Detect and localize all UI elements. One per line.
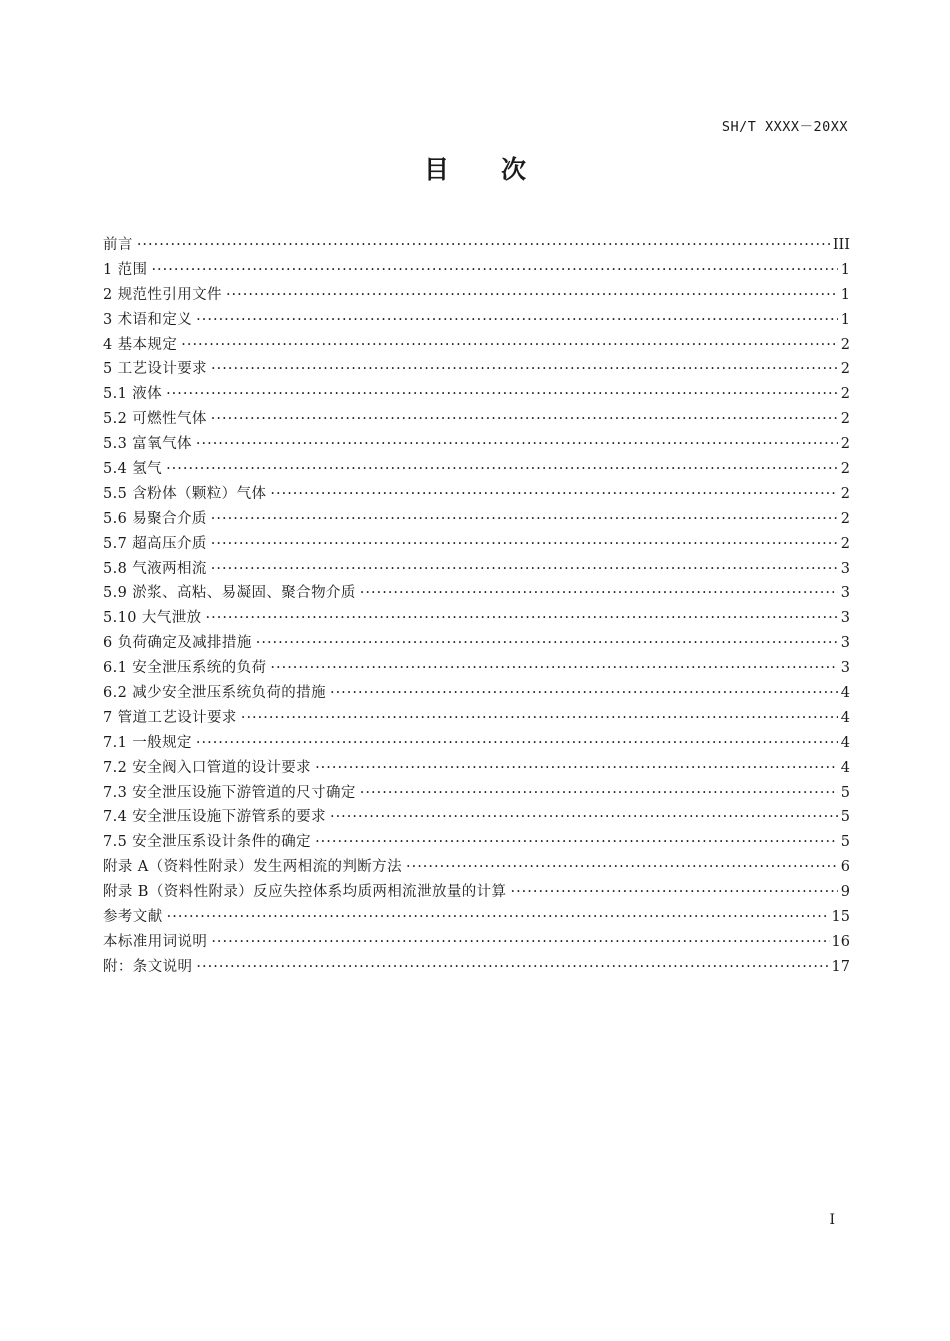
toc-dot-leader	[270, 656, 838, 681]
toc-entry[interactable]	[103, 308, 850, 333]
toc-entry-page: 1	[840, 286, 850, 303]
toc-entry-label: 5.1 液体	[103, 386, 163, 403]
toc-entry[interactable]	[103, 382, 850, 407]
toc-entry-label: 5 工艺设计要求	[103, 361, 208, 378]
toc-entry[interactable]	[103, 407, 850, 432]
toc-entry-page: 15	[831, 909, 850, 926]
toc-dot-leader	[211, 357, 838, 382]
page-number: I	[829, 1212, 835, 1228]
toc-dot-leader	[211, 930, 829, 955]
toc-entry-label: 5.7 超高压介质	[103, 535, 207, 552]
toc-dot-leader	[206, 606, 839, 631]
toc-entry-label: 1 范围	[103, 261, 148, 278]
toc-entry-label: 5.8 气液两相流	[103, 560, 207, 577]
toc-dot-leader	[166, 457, 838, 482]
toc-dot-leader	[211, 407, 838, 432]
toc-entry[interactable]	[103, 581, 850, 606]
toc-entry-label: 附录 A（资料性附录）发生两相流的判断方法	[103, 859, 402, 876]
toc-entry[interactable]	[103, 706, 850, 731]
toc-entry-label: 6 负荷确定及减排措施	[103, 635, 252, 652]
toc-entry[interactable]	[103, 457, 850, 482]
toc-dot-leader	[211, 507, 838, 532]
toc-entry[interactable]	[103, 830, 850, 855]
toc-entry-page: 3	[840, 660, 850, 677]
toc-entry[interactable]	[103, 507, 850, 532]
toc-dot-leader	[211, 532, 838, 557]
toc-dot-leader	[315, 830, 838, 855]
toc-dot-leader	[315, 756, 838, 781]
toc-entry-page: 4	[840, 759, 850, 776]
toc-entry-page: 2	[840, 510, 850, 527]
toc-entry-label: 5.2 可燃性气体	[103, 411, 207, 428]
toc-entry[interactable]	[103, 756, 850, 781]
toc-entry-page: 2	[840, 436, 850, 453]
toc-entry-label: 5.3 富氧气体	[103, 436, 192, 453]
toc-dot-leader	[360, 781, 838, 806]
toc-entry-page: 2	[840, 386, 850, 403]
toc-entry-page: 4	[840, 734, 850, 751]
toc-entry-label: 7 管道工艺设计要求	[103, 709, 237, 726]
toc-entry-label: 7.3 安全泄压设施下游管道的尺寸确定	[103, 784, 356, 801]
toc-entry[interactable]	[103, 631, 850, 656]
toc-entry-label: 5.9 淤浆、高粘、易凝固、聚合物介质	[103, 585, 356, 602]
toc-entry[interactable]	[103, 532, 850, 557]
toc-entry-label: 5.10 大气泄放	[103, 610, 202, 627]
toc-entry[interactable]	[103, 432, 850, 457]
toc-entry-label: 5.4 氢气	[103, 461, 163, 478]
toc-entry-page: 3	[840, 610, 850, 627]
toc-entry[interactable]	[103, 805, 850, 830]
toc-entry-page: 16	[831, 933, 850, 950]
toc-entry-page: 1	[840, 311, 850, 328]
toc-title: 目次	[423, 155, 578, 184]
toc-entry-page: 2	[840, 485, 850, 502]
toc-dot-leader	[360, 581, 838, 606]
toc-entry[interactable]	[103, 905, 850, 930]
toc-dot-leader	[196, 308, 838, 333]
toc-entry[interactable]	[103, 482, 850, 507]
toc-entry-label: 前言	[103, 237, 133, 253]
toc-entry-page: 2	[840, 535, 850, 552]
toc-dot-leader	[196, 955, 829, 980]
toc-entry[interactable]	[103, 880, 850, 905]
toc-entry[interactable]	[103, 955, 850, 980]
toc-entry-label: 7.2 安全阀入口管道的设计要求	[103, 759, 312, 776]
toc-dot-leader	[330, 805, 838, 830]
toc-entry[interactable]	[103, 681, 850, 706]
toc-entry-page: 4	[840, 709, 850, 726]
toc-entry-page: 3	[840, 635, 850, 652]
toc-entry-label: 3 术语和定义	[103, 311, 193, 328]
toc-dot-leader	[181, 333, 838, 358]
toc-dot-leader	[196, 731, 838, 756]
toc-entry-label: 参考文献	[103, 909, 163, 926]
toc-entry-page: 2	[840, 411, 850, 428]
toc-entry-page: 2	[840, 461, 850, 478]
toc-entry[interactable]	[103, 656, 850, 681]
toc-dot-leader	[241, 706, 838, 731]
toc-entry[interactable]	[103, 781, 850, 806]
toc-entry-label: 5.6 易聚合介质	[103, 510, 207, 527]
toc-entry-label: 7.1 一般规定	[103, 734, 192, 751]
toc-entry[interactable]	[103, 930, 850, 955]
toc-entry-page: 2	[840, 336, 850, 353]
toc-entry-page: 3	[840, 585, 850, 602]
toc-dot-leader	[270, 482, 838, 507]
toc-entry-label: 7.5 安全泄压系设计条件的确定	[103, 834, 312, 851]
toc-dot-leader	[510, 880, 838, 905]
toc-entry-label: 本标准用词说明	[103, 933, 208, 950]
toc-entry-page: 5	[840, 784, 850, 801]
toc-entry-page: 2	[840, 361, 850, 378]
toc-entry-label: 6.2 减少安全泄压系统负荷的措施	[103, 685, 326, 702]
toc-dot-leader	[196, 432, 838, 457]
toc-entry[interactable]	[103, 333, 850, 358]
toc-entry-label: 附：条文说明	[103, 958, 193, 975]
toc-entry[interactable]	[103, 606, 850, 631]
toc-dot-leader	[256, 631, 838, 656]
toc-entry[interactable]	[103, 233, 850, 258]
toc-entry-label: 7.4 安全泄压设施下游管系的要求	[103, 809, 326, 826]
toc-entry-page: 6	[840, 859, 850, 876]
document-code: SH/T XXXX－20XX	[721, 119, 848, 135]
toc-dot-leader	[406, 855, 838, 880]
toc-entry-page: 9	[840, 884, 850, 901]
toc-entry-label: 附录 B（资料性附录）反应失控体系均质两相流泄放量的计算	[103, 884, 507, 901]
toc-entry-label: 5.5 含粉体（颗粒）气体	[103, 485, 267, 502]
toc-entry-label: 6.1 安全泄压系统的负荷	[103, 660, 267, 677]
toc-dot-leader	[211, 557, 838, 582]
toc-dot-leader	[167, 905, 830, 930]
toc-entry-page: 4	[840, 685, 850, 702]
toc-entry[interactable]	[103, 258, 850, 283]
toc-entry-label: 4 基本规定	[103, 336, 178, 353]
toc-dot-leader	[330, 681, 838, 706]
toc-dot-leader	[166, 382, 838, 407]
toc-entry-page: 17	[831, 958, 850, 975]
toc-entry-page: 5	[840, 809, 850, 826]
toc-entry-page: 1	[840, 261, 850, 278]
toc-entry-page: 3	[840, 560, 850, 577]
toc-dot-leader	[151, 258, 838, 283]
toc-entry[interactable]	[103, 855, 850, 880]
toc-dot-leader	[137, 233, 831, 258]
toc-entry-page: III	[832, 237, 850, 253]
toc-entry-label: 2 规范性引用文件	[103, 286, 222, 303]
toc-entry-page: 5	[840, 834, 850, 851]
table-of-contents	[103, 233, 850, 980]
toc-entry[interactable]	[103, 731, 850, 756]
toc-entry[interactable]	[103, 283, 850, 308]
toc-entry[interactable]	[103, 557, 850, 582]
toc-entry[interactable]	[103, 357, 850, 382]
toc-dot-leader	[226, 283, 838, 308]
